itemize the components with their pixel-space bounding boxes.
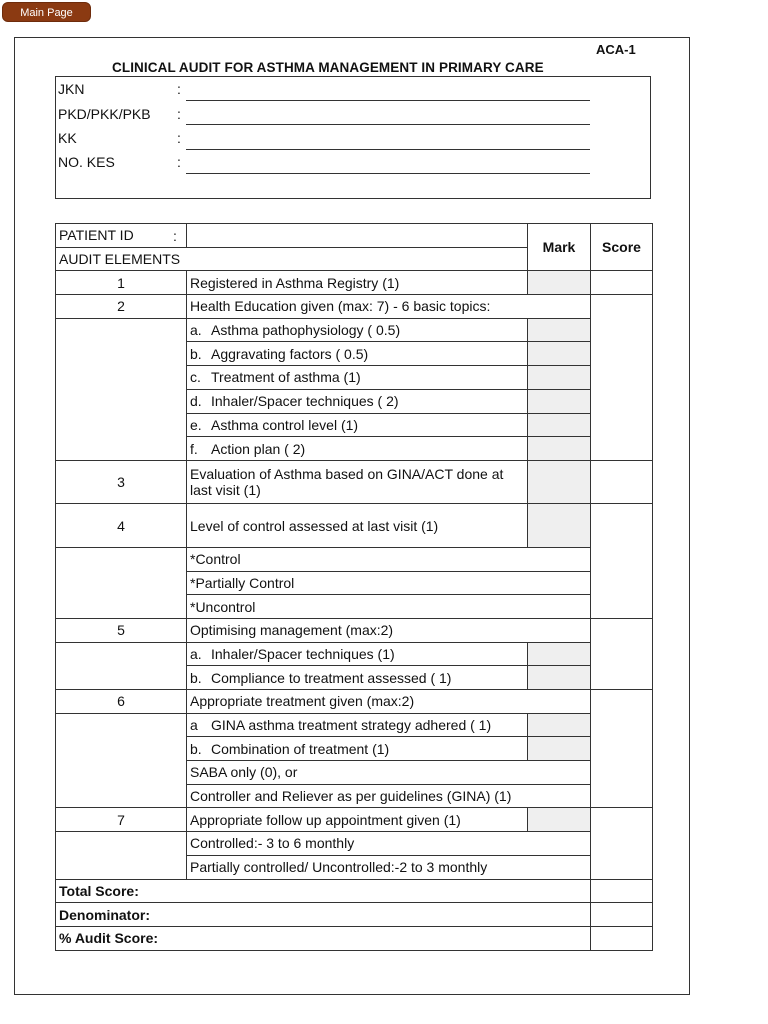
sub-item: b. Compliance to treatment assessed ( 1) [187,666,528,690]
pkd-colon: : [177,106,181,122]
total-score-cell[interactable] [591,879,653,903]
denominator-label: Denominator: [56,903,591,927]
audit-score-cell[interactable] [591,926,653,950]
table-row [56,460,653,504]
mark-cell[interactable] [528,271,591,295]
score-cell[interactable] [591,295,653,461]
table-row [56,926,653,950]
note-item: Controlled:- 3 to 6 monthly [187,832,591,856]
mark-cell[interactable] [528,808,591,832]
no-kes-field[interactable] [186,173,590,174]
form-title: CLINICAL AUDIT FOR ASTHMA MANAGEMENT IN PRIMARY CARE [112,60,544,75]
note-item: Controller and Reliever as per guidelines (GINA) (1) [187,784,591,808]
mark-cell[interactable] [528,437,591,461]
table-row [56,504,653,548]
jkn-field[interactable] [186,100,590,101]
mark-header: Mark [528,224,591,271]
table-row [56,808,653,832]
form-code: ACA-1 [596,42,636,57]
item-text: Appropriate follow up appointment given (1) [187,808,528,832]
item-number: 6 [56,690,187,714]
item-text: Appropriate treatment given (max:2) [187,690,591,714]
mark-cell[interactable] [528,413,591,437]
item-text: Optimising management (max:2) [187,618,591,642]
item-number: 2 [56,295,187,319]
patient-id-label: PATIENT ID : [56,224,187,248]
mark-cell[interactable] [528,713,591,737]
pkd-label: PKD/PKK/PKB [58,106,151,122]
item-text: Health Education given (max: 7) - 6 basic topics: [187,295,591,319]
sub-item: e. Asthma control level (1) [187,413,528,437]
no-kes-label: NO. KES [58,154,115,170]
sub-item: a GINA asthma treatment strategy adhered ( 1) [187,713,528,737]
item-number: 1 [56,271,187,295]
table-row [56,879,653,903]
blank-cell [56,642,187,689]
table-row [56,547,653,571]
note-item: SABA only (0), or [187,761,591,785]
sub-item: a. Inhaler/Spacer techniques (1) [187,642,528,666]
item-number: 4 [56,504,187,548]
item-text: Registered in Asthma Registry (1) [187,271,528,295]
sub-item: d. Inhaler/Spacer techniques ( 2) [187,389,528,413]
total-score-label: Total Score: [56,879,591,903]
jkn-label: JKN [58,81,85,97]
main-page-button[interactable]: Main Page [2,2,91,22]
score-cell[interactable] [591,460,653,504]
denominator-cell[interactable] [591,903,653,927]
item-number: 5 [56,618,187,642]
sub-item: b. Aggravating factors ( 0.5) [187,342,528,366]
blank-cell [56,318,187,460]
audit-score-label: % Audit Score: [56,926,591,950]
mark-cell[interactable] [528,504,591,548]
sub-item: c. Treatment of asthma (1) [187,366,528,390]
note-item: Partially controlled/ Uncontrolled:-2 to 3 monthly [187,855,591,879]
mark-cell[interactable] [528,737,591,761]
sub-item: *Control [187,547,591,571]
table-row [56,295,653,319]
table-row [56,832,653,856]
table-row [56,903,653,927]
mark-cell[interactable] [528,342,591,366]
table-row [56,618,653,642]
mark-cell[interactable] [528,666,591,690]
kk-field[interactable] [186,149,590,150]
item-number: 3 [56,460,187,504]
table-row [56,318,653,342]
pkd-field[interactable] [186,124,590,125]
audit-table [55,223,653,951]
score-cell[interactable] [591,271,653,295]
item-number: 7 [56,808,187,832]
sub-item: f. Action plan ( 2) [187,437,528,461]
mark-cell[interactable] [528,366,591,390]
score-cell[interactable] [591,690,653,808]
blank-cell [56,713,187,808]
item-text: Level of control assessed at last visit (1) [187,504,528,548]
score-header: Score [591,224,653,271]
jkn-colon: : [177,81,181,97]
mark-cell[interactable] [528,389,591,413]
blank-cell [56,832,187,879]
kk-label: KK [58,130,77,146]
mark-cell[interactable] [528,460,591,504]
mark-cell[interactable] [528,318,591,342]
sub-item: b. Combination of treatment (1) [187,737,528,761]
item-text: Evaluation of Asthma based on GINA/ACT done at last visit (1) [187,460,528,504]
table-row [56,713,653,737]
audit-elements-header: AUDIT ELEMENTS [56,247,528,271]
facility-header-box [55,76,651,199]
blank-cell [56,547,187,618]
sub-item: a. Asthma pathophysiology ( 0.5) [187,318,528,342]
mark-cell[interactable] [528,642,591,666]
kk-colon: : [177,130,181,146]
sub-item: *Partially Control [187,571,591,595]
table-row [56,690,653,714]
no-kes-colon: : [177,154,181,170]
score-cell[interactable] [591,618,653,689]
patient-id-field[interactable] [187,224,528,248]
sub-item: *Uncontrol [187,595,591,619]
table-row [56,271,653,295]
table-row [56,642,653,666]
score-cell[interactable] [591,504,653,619]
score-cell[interactable] [591,808,653,879]
